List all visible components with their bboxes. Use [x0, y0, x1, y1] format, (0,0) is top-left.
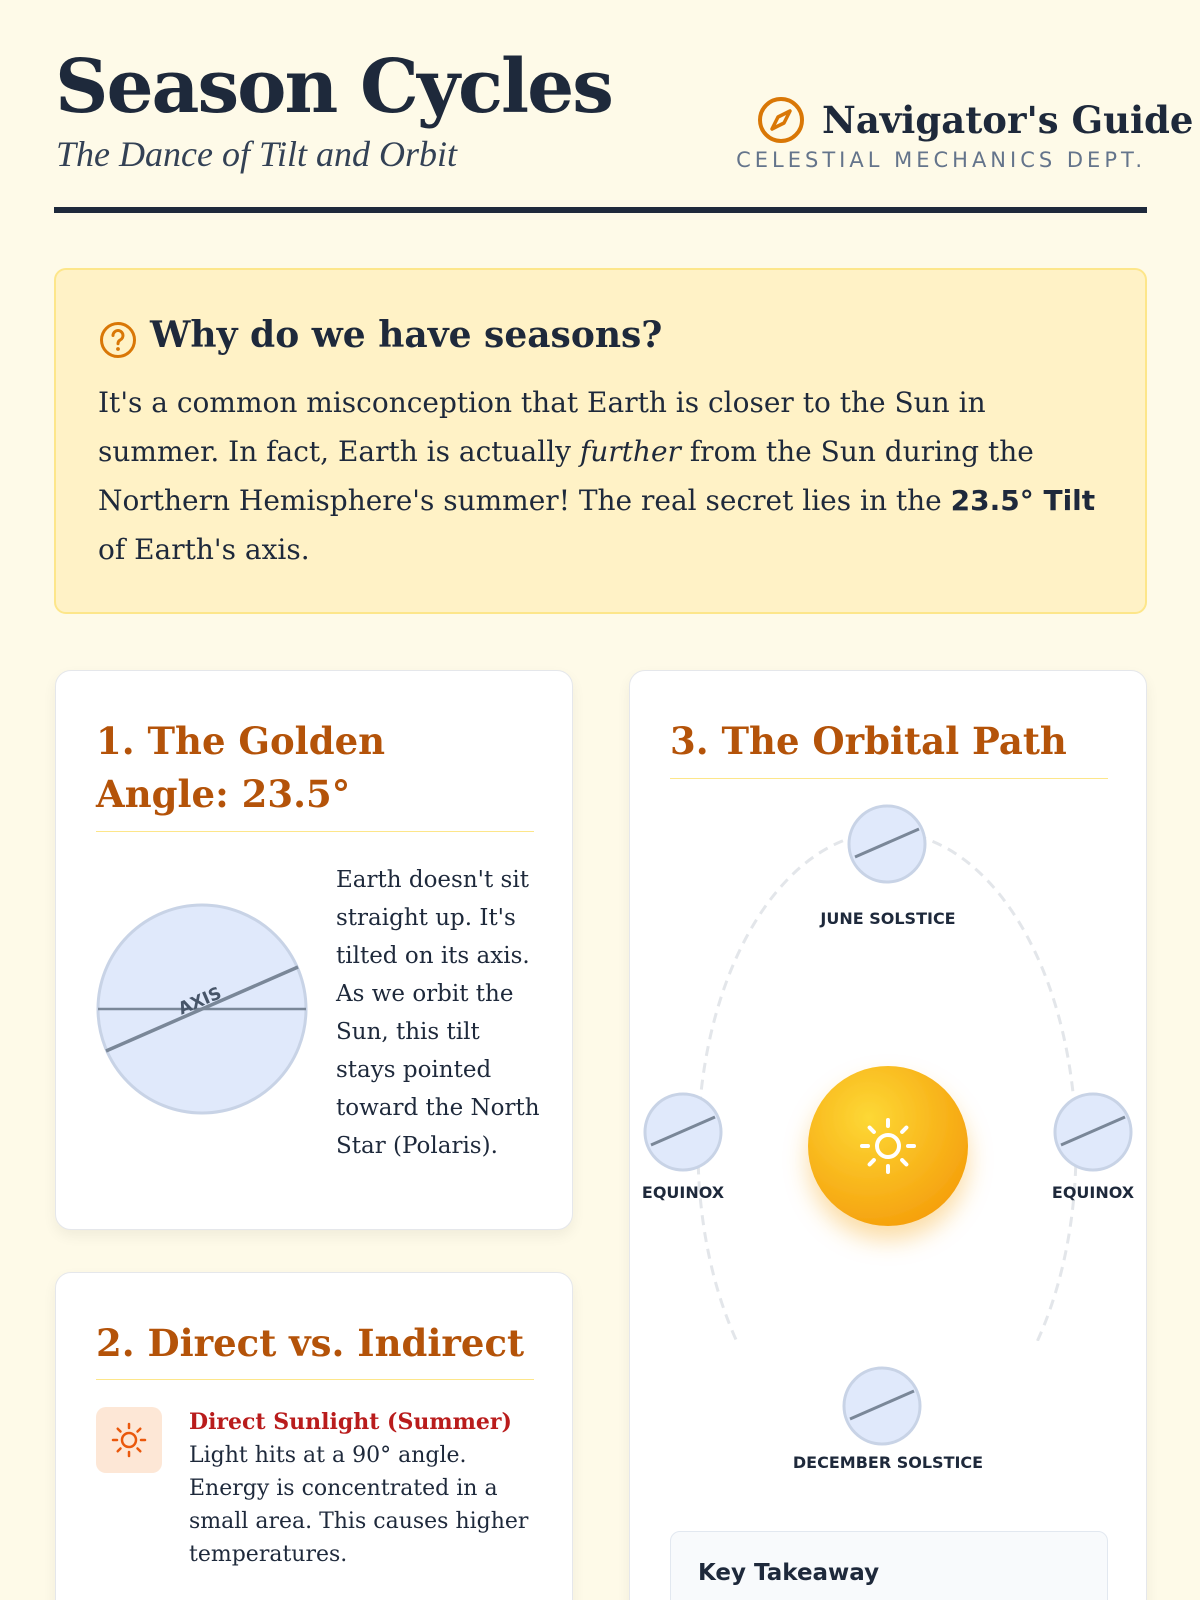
- key-takeaway-box: [670, 1531, 1108, 1600]
- orbital-path-card: [629, 670, 1147, 1600]
- tilt-card-text: Earth doesn't sit straight up. It's tilted on its axis. As we orbit the Sun, this tilt stays pointed toward the North Star (Polaris).: [336, 867, 540, 1159]
- earth-equinox-right: [1055, 1094, 1131, 1170]
- tilt-card-title: 1. The Golden Angle: 23.5°: [96, 719, 386, 816]
- tilt-card: [55, 670, 573, 1230]
- intro-body-strong: 23.5° Tilt: [950, 484, 1096, 517]
- axis-label: AXIS: [175, 983, 225, 1020]
- intro-body: [98, 378, 1108, 574]
- question-circle-icon: [98, 320, 138, 360]
- earth-june: [849, 806, 925, 882]
- page-title: Season Cycles: [55, 44, 612, 130]
- earth-equinox-left: [645, 1094, 721, 1170]
- sun: [808, 1066, 968, 1226]
- intro-callout: [54, 268, 1147, 614]
- june-solstice-label: JUNE SOLSTICE: [820, 909, 956, 928]
- equinox-left-label: EQUINOX: [641, 1183, 725, 1202]
- december-solstice-label: DECEMBER SOLSTICE: [792, 1453, 984, 1472]
- earth-tilt-diagram: [96, 903, 308, 1115]
- key-takeaway-title: Key Takeaway: [698, 1560, 880, 1586]
- direct-indirect-divider: [96, 1379, 534, 1380]
- intro-body-emphasis: further: [579, 435, 681, 468]
- page-subtitle: The Dance of Tilt and Orbit: [56, 134, 458, 174]
- earth-december-solstice: [842, 1366, 922, 1446]
- direct-indirect-card: [55, 1272, 573, 1600]
- tilt-card-divider: [96, 831, 534, 832]
- intro-body-part3: of Earth's axis.: [98, 533, 310, 566]
- brand-department: CELESTIAL MECHANICS DEPT.: [736, 148, 1146, 172]
- orbit-diagram: [630, 801, 1148, 1341]
- header-divider: [54, 207, 1147, 213]
- brand-name: Navigator's Guide: [822, 98, 1194, 142]
- direct-sunlight-body: Light hits at a 90° angle. Energy is concentrated in a small area. This causes higher temperatures.: [189, 1443, 529, 1567]
- orbital-path-card-title: 3. The Orbital Path: [670, 719, 1067, 763]
- direct-sunlight-title: Direct Sunlight (Summer): [189, 1409, 512, 1435]
- intro-body-part2: from the Sun during the Northern Hemisphere's summer! The real secret lies in the: [98, 435, 1034, 517]
- direct-indirect-card-title: 2. Direct vs. Indirect: [96, 1321, 525, 1365]
- orbital-path-divider: [670, 778, 1108, 779]
- intro-heading: Why do we have seasons?: [150, 314, 663, 356]
- equinox-right-label: EQUINOX: [1051, 1183, 1135, 1202]
- direct-sunlight-icon-box: [96, 1407, 162, 1473]
- intro-body-part1: It's a common misconception that Earth is closer to the Sun in summer. In fact, Earth is actually: [98, 386, 986, 468]
- compass-icon: [756, 95, 806, 145]
- sun-icon: [96, 1407, 162, 1473]
